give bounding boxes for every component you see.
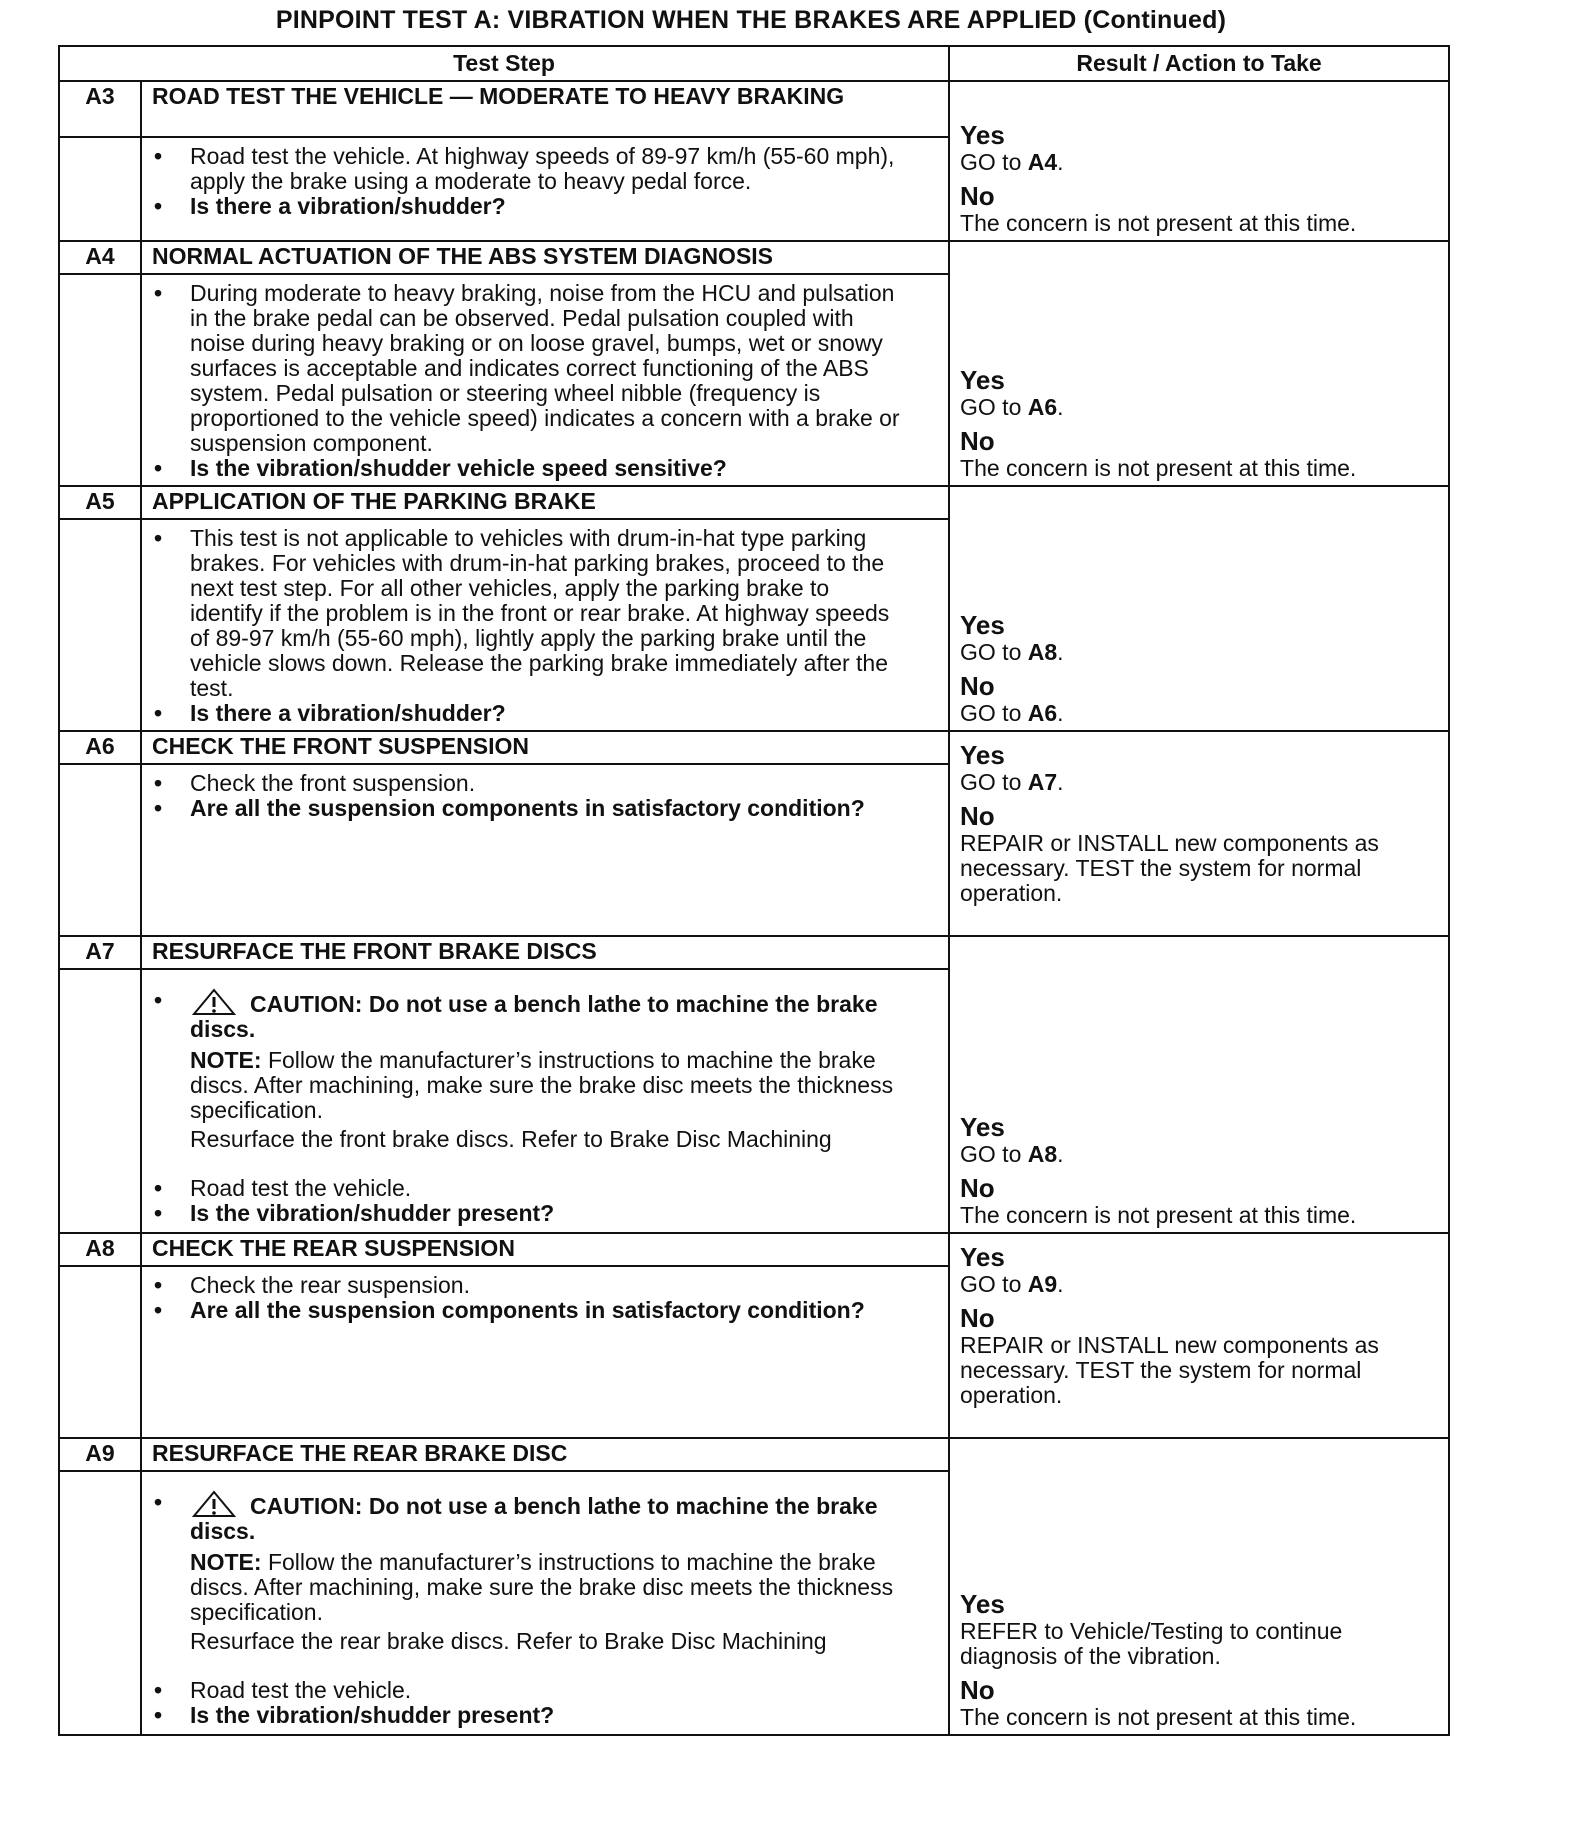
list-item: • Road test the vehicle. At highway speeds of 89-97 km/h (55-60 mph), apply the brake using a moderate to heavy pedal force. — [154, 143, 895, 194]
result-cell — [949, 936, 1449, 1233]
result-yes-text: GO to A8. — [960, 1141, 1064, 1167]
list-item: • During moderate to heavy braking, noise from the HCU and pulsation in the brake pedal can be observed. Pedal pulsation coupled with noise during heavy braking or on loose gravel, bumps, wet or snowy surfaces is acceptable and indicates correct functioning of the ABS system. Pedal pulsation or steering wheel nibble (frequency is proportioned to the vehicle speed) indicates a concern with a brake or suspension component. — [154, 280, 900, 456]
result-yes-label: Yes — [960, 740, 1005, 770]
note-label: NOTE: — [190, 1549, 262, 1575]
result-yes-text: GO to A9. — [960, 1271, 1064, 1297]
list-item: • This test is not applicable to vehicles with drum-in-hat type parking brakes. For vehicles with drum-in-hat parking brakes, proceed to the next test step. For all other vehicles, apply the parking brake to identify if the problem is in the front or rear brake. At highway speeds of 89-97 km/h (55-60 mph), lightly apply the parking brake until the vehicle slows down. Release the parking brake immediately after the test. — [154, 525, 890, 701]
pinpoint-test-table — [58, 45, 1450, 1736]
step-id: A9 — [59, 1438, 141, 1471]
list-item-question: • Is the vibration/shudder present? — [154, 1702, 555, 1728]
result-yes-text: REFER to Vehicle/Testing to continue diagnosis of the vibration. — [960, 1618, 1343, 1669]
caution-text: CAUTION: Do not use a bench lathe to machine the brake discs. — [190, 991, 878, 1042]
result-no-text: REPAIR or INSTALL new components as necessary. TEST the system for normal operation. — [960, 1332, 1379, 1408]
caution-item: • CAUTION: Do not use a bench lathe to machine the brake discs. — [154, 987, 878, 1042]
result-no-label: No — [960, 1675, 995, 1705]
note-block — [190, 1550, 908, 1625]
result-no-label: No — [960, 801, 995, 831]
step-title-row — [59, 81, 1449, 137]
list-item: • Check the rear suspension. — [154, 1272, 470, 1298]
step-body — [141, 1266, 949, 1438]
step-body — [141, 274, 949, 486]
note-label: NOTE: — [190, 1047, 262, 1073]
step-title: CHECK THE FRONT SUSPENSION — [141, 731, 949, 764]
step-title: APPLICATION OF THE PARKING BRAKE — [141, 486, 949, 519]
refer-text: Resurface the rear brake discs. Refer to Brake Disc Machining — [190, 1628, 827, 1654]
note-block — [190, 1048, 908, 1123]
caution-text: CAUTION: Do not use a bench lathe to machine the brake discs. — [190, 1493, 878, 1544]
step-title-row — [59, 486, 1449, 519]
note-text: Follow the manufacturer’s instructions to machine the brake discs. After machining, make sure the brake disc meets the thickness specification. — [190, 1047, 894, 1123]
result-cell — [949, 81, 1449, 241]
result-yes-text: GO to A6. — [960, 394, 1064, 420]
step-id: A8 — [59, 1233, 141, 1266]
step-title-row — [59, 1438, 1449, 1471]
list-item-question: • Is the vibration/shudder vehicle speed sensitive? — [154, 455, 727, 481]
result-no-text: REPAIR or INSTALL new components as necessary. TEST the system for normal operation. — [960, 830, 1379, 906]
caution-item: • CAUTION: Do not use a bench lathe to machine the brake discs. — [154, 1489, 878, 1544]
step-id: A4 — [59, 241, 141, 274]
list-item-question: • Is there a vibration/shudder? — [154, 193, 506, 219]
result-yes-label: Yes — [960, 1589, 1005, 1619]
result-yes-label: Yes — [960, 1112, 1005, 1142]
result-cell — [949, 241, 1449, 486]
result-no-label: No — [960, 671, 995, 701]
result-yes-label: Yes — [960, 610, 1005, 640]
header-result-action: Result / Action to Take — [949, 46, 1449, 81]
result-no-text: The concern is not present at this time. — [960, 455, 1357, 481]
goto-link: A9 — [1027, 1271, 1058, 1297]
page-title: PINPOINT TEST A: VIBRATION WHEN THE BRAKES ARE APPLIED (Continued) — [275, 6, 1227, 34]
step-title: ROAD TEST THE VEHICLE — MODERATE TO HEAVY BRAKING — [141, 81, 949, 137]
result-yes-text: GO to A4. — [960, 149, 1064, 175]
table-header-row — [59, 46, 1449, 81]
step-body — [141, 137, 949, 241]
result-yes-text: GO to A7. — [960, 769, 1064, 795]
result-no-text: The concern is not present at this time. — [960, 1202, 1357, 1228]
warning-triangle-icon — [190, 988, 238, 1016]
step-id: A5 — [59, 486, 141, 519]
goto-link: A7 — [1027, 769, 1058, 795]
result-yes-text: GO to A8. — [960, 639, 1064, 665]
list-item-question: • Are all the suspension components in satisfactory condition? — [154, 1297, 865, 1323]
step-id: A3 — [59, 81, 141, 137]
step-title: NORMAL ACTUATION OF THE ABS SYSTEM DIAGNOSIS — [141, 241, 949, 274]
step-body — [141, 764, 949, 936]
result-cell — [949, 1233, 1449, 1438]
refer-text: Resurface the front brake discs. Refer to Brake Disc Machining — [190, 1126, 832, 1152]
step-title: CHECK THE REAR SUSPENSION — [141, 1233, 949, 1266]
result-no-label: No — [960, 1303, 995, 1333]
result-no-text: GO to A6. — [960, 700, 1064, 726]
list-item: • Check the front suspension. — [154, 770, 476, 796]
step-body — [141, 969, 949, 1233]
list-item-question: • Are all the suspension components in satisfactory condition? — [154, 795, 865, 821]
step-title: RESURFACE THE FRONT BRAKE DISCS — [141, 936, 949, 969]
warning-triangle-icon — [190, 1490, 238, 1518]
list-item-question: • Is there a vibration/shudder? — [154, 700, 506, 726]
result-cell — [949, 1438, 1449, 1735]
list-item-question: • Is the vibration/shudder present? — [154, 1200, 555, 1226]
result-no-label: No — [960, 1173, 995, 1203]
step-title: RESURFACE THE REAR BRAKE DISC — [141, 1438, 949, 1471]
goto-link: A8 — [1027, 1141, 1058, 1167]
goto-link: A8 — [1027, 639, 1058, 665]
header-test-step: Test Step — [59, 46, 949, 81]
goto-link: A6 — [1027, 394, 1058, 420]
list-item: • Road test the vehicle. — [154, 1677, 412, 1703]
result-no-text: The concern is not present at this time. — [960, 210, 1357, 236]
step-id: A6 — [59, 731, 141, 764]
result-yes-label: Yes — [960, 120, 1005, 150]
step-id: A7 — [59, 936, 141, 969]
result-no-text: The concern is not present at this time. — [960, 1704, 1357, 1730]
result-no-label: No — [960, 426, 995, 456]
step-title-row — [59, 936, 1449, 969]
step-body — [141, 1471, 949, 1735]
step-title-row — [59, 1233, 1449, 1266]
result-no-label: No — [960, 181, 995, 211]
list-item: • Road test the vehicle. — [154, 1175, 412, 1201]
result-yes-label: Yes — [960, 365, 1005, 395]
result-yes-label: Yes — [960, 1242, 1005, 1272]
step-title-row — [59, 731, 1449, 764]
step-title-row — [59, 241, 1449, 274]
step-body — [141, 519, 949, 731]
goto-link: A4 — [1027, 149, 1058, 175]
result-cell — [949, 486, 1449, 731]
note-text: Follow the manufacturer’s instructions to machine the brake discs. After machining, make sure the brake disc meets the thickness specification. — [190, 1549, 894, 1625]
result-cell — [949, 731, 1449, 936]
goto-link: A6 — [1027, 700, 1058, 726]
